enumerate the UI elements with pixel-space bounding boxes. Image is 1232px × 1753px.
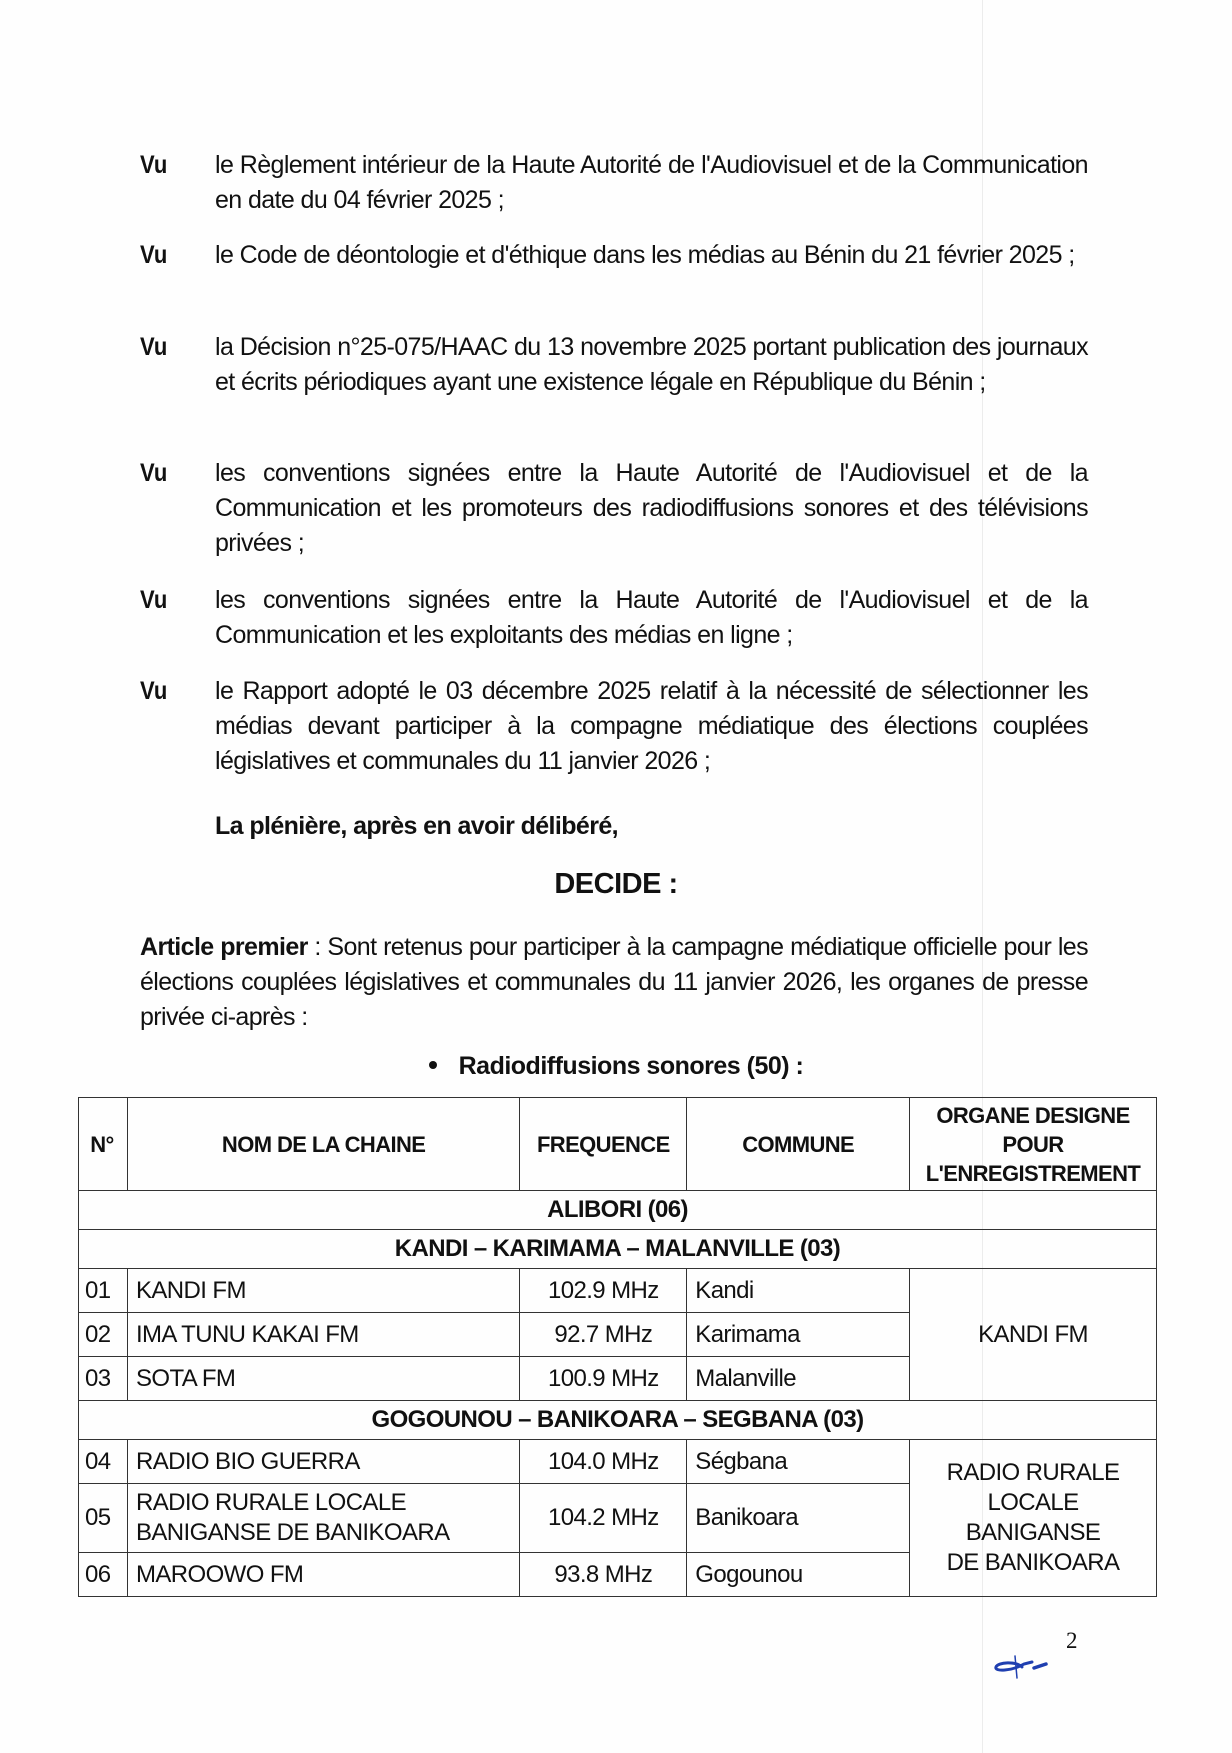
cell-commune: Malanville xyxy=(687,1357,910,1401)
cell-commune: Kandi xyxy=(687,1269,910,1313)
cell-num: 02 xyxy=(79,1313,128,1357)
vu-text: la Décision n°25-075/HAAC du 13 novembre 2025 portant publication des journaux et écrits périodiques ayant une existence légale en République du Bénin ; xyxy=(215,333,1088,396)
cell-frequency: 93.8 MHz xyxy=(520,1553,687,1597)
vu-label: Vu xyxy=(140,333,168,361)
cell-name-line: BANIGANSE DE BANIKOARA xyxy=(135,1519,450,1546)
cell-name: KANDI FM xyxy=(127,1269,519,1313)
page-number: 2 xyxy=(1066,1628,1078,1653)
cell-num: 06 xyxy=(79,1553,128,1597)
cell-organ-line: DE BANIKOARA xyxy=(946,1549,1120,1576)
department-label: ALIBORI (06) xyxy=(79,1191,1157,1230)
cell-organ: KANDI FM xyxy=(910,1269,1157,1401)
vu-item xyxy=(140,330,1088,400)
vu-label: Vu xyxy=(140,241,168,269)
department-row xyxy=(79,1191,1157,1230)
group-label: GOGOUNOU – BANIKOARA – SEGBANA (03) xyxy=(79,1401,1157,1440)
section-heading xyxy=(0,1052,1232,1081)
bullet-icon xyxy=(429,1061,437,1069)
vu-item xyxy=(140,148,1088,218)
vu-item xyxy=(140,583,1088,653)
cell-name: SOTA FM xyxy=(127,1357,519,1401)
cell-organ-line: LOCALE BANIGANSE xyxy=(965,1489,1101,1546)
section-heading-text: Radiodiffusions sonores (50) : xyxy=(458,1052,804,1080)
vu-text: le Rapport adopté le 03 décembre 2025 relatif à la nécessité de sélectionner les médias devant participer à la compagne médiatique des élections couplées législatives et communales du 11 janvier 2026 ; xyxy=(215,677,1088,775)
cell-num: 05 xyxy=(79,1484,128,1553)
header-frequency: FREQUENCE xyxy=(520,1098,687,1191)
radio-stations-table xyxy=(78,1097,1157,1597)
cell-organ-line: RADIO RURALE xyxy=(946,1459,1120,1486)
table-header-row xyxy=(79,1098,1157,1191)
cell-num: 03 xyxy=(79,1357,128,1401)
decide-heading: DECIDE : xyxy=(554,868,678,900)
vu-text: le Règlement intérieur de la Haute Autorité de l'Audiovisuel et de la Communication en date du 04 février 2025 ; xyxy=(215,151,1088,214)
cell-frequency: 102.9 MHz xyxy=(520,1269,687,1313)
signature-initials-icon xyxy=(992,1652,1052,1682)
cell-name: IMA TUNU KAKAI FM xyxy=(127,1313,519,1357)
vu-label: Vu xyxy=(140,586,168,614)
cell-commune: Gogounou xyxy=(687,1553,910,1597)
cell-frequency: 100.9 MHz xyxy=(520,1357,687,1401)
cell-num: 04 xyxy=(79,1440,128,1484)
vu-item xyxy=(140,674,1088,779)
cell-frequency: 104.0 MHz xyxy=(520,1440,687,1484)
group-row xyxy=(79,1401,1157,1440)
cell-name: RADIO BIO GUERRA xyxy=(127,1440,519,1484)
cell-organ xyxy=(910,1440,1157,1597)
article-text: : Sont retenus pour participer à la campagne médiatique officielle pour les élections couplées législatives et communales du 11 janvier 2026, les organes de presse privée ci-après : xyxy=(140,933,1088,1031)
header-commune: COMMUNE xyxy=(687,1098,910,1191)
header-organ-line: L'ENREGISTREMENT xyxy=(925,1160,1141,1186)
header-name: NOM DE LA CHAINE xyxy=(127,1098,519,1191)
header-organ xyxy=(910,1098,1157,1191)
cell-frequency: 92.7 MHz xyxy=(520,1313,687,1357)
cell-name: MAROOWO FM xyxy=(127,1553,519,1597)
cell-num: 01 xyxy=(79,1269,128,1313)
vu-label: Vu xyxy=(140,151,168,179)
vu-text: le Code de déontologie et d'éthique dans les médias au Bénin du 21 février 2025 ; xyxy=(215,241,1075,269)
cell-frequency: 104.2 MHz xyxy=(520,1484,687,1553)
vu-text: les conventions signées entre la Haute Autorité de l'Audiovisuel et de la Communication et les promoteurs des radiodiffusions sonores et des télévisions privées ; xyxy=(215,459,1088,557)
vu-text: les conventions signées entre la Haute Autorité de l'Audiovisuel et de la Communication et les exploitants des médias en ligne ; xyxy=(215,586,1088,649)
pleniere-statement: La plénière, après en avoir délibéré, xyxy=(215,812,618,840)
cell-name xyxy=(127,1484,519,1553)
article-label: Article premier xyxy=(140,933,308,961)
group-row xyxy=(79,1230,1157,1269)
cell-commune: Karimama xyxy=(687,1313,910,1357)
cell-name-line: RADIO RURALE LOCALE xyxy=(135,1489,406,1516)
header-organ-line: POUR xyxy=(1002,1131,1064,1157)
cell-commune: Ségbana xyxy=(687,1440,910,1484)
header-organ-line: ORGANE DESIGNE xyxy=(936,1102,1130,1128)
vu-item xyxy=(140,238,1088,273)
vu-label: Vu xyxy=(140,677,168,705)
table-row xyxy=(79,1440,1157,1484)
header-num: N° xyxy=(79,1098,128,1191)
article-premier xyxy=(140,930,1088,1035)
vu-label: Vu xyxy=(140,459,168,487)
cell-commune: Banikoara xyxy=(687,1484,910,1553)
vu-item xyxy=(140,456,1088,561)
group-label: KANDI – KARIMAMA – MALANVILLE (03) xyxy=(79,1230,1157,1269)
table-row xyxy=(79,1269,1157,1313)
